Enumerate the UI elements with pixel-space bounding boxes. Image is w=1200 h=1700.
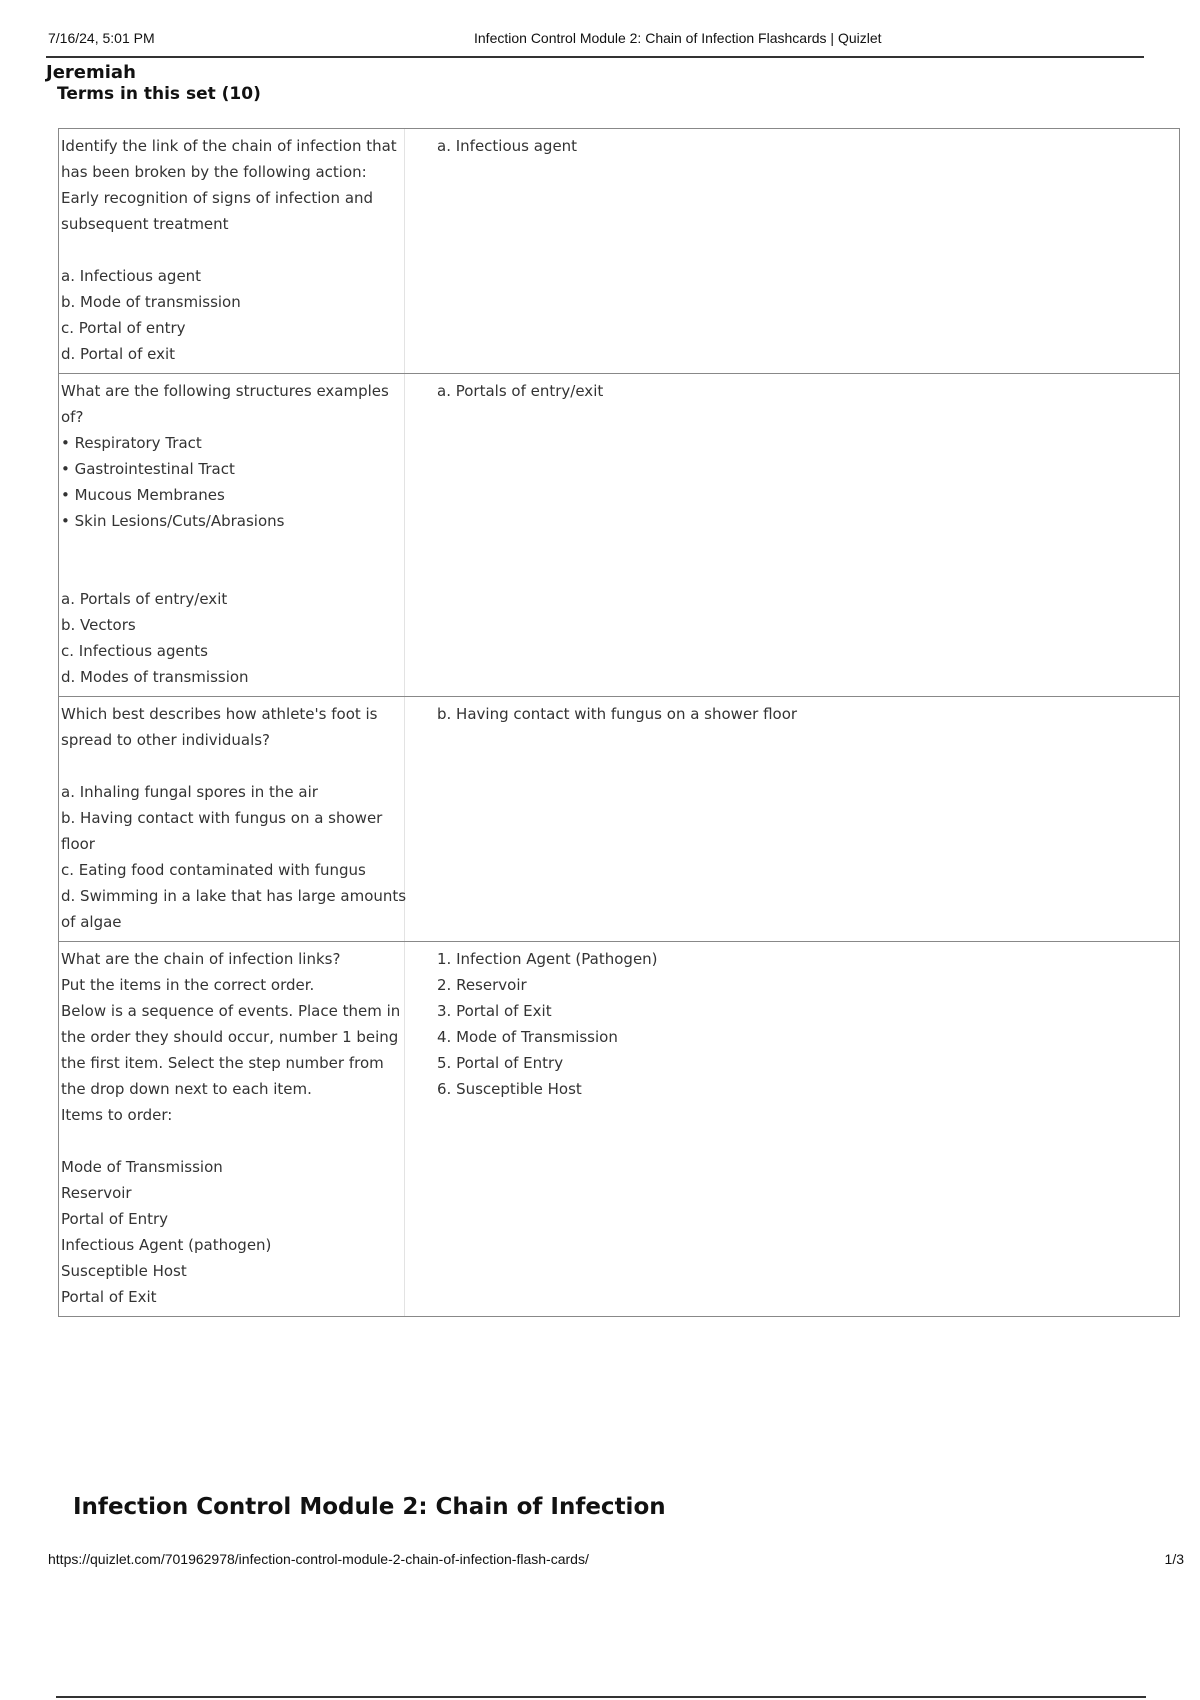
term-line: [61, 534, 404, 560]
term-line: has been broken by the following action:: [61, 163, 367, 181]
term-line: • Skin Lesions/Cuts/Abrasions: [61, 512, 285, 530]
flashcard-definition: [405, 374, 1179, 696]
term-line: Portal of Exit: [61, 1288, 157, 1306]
flashcard-row: [59, 697, 1179, 942]
term-line: [61, 753, 404, 779]
term-line: Items to order:: [61, 1106, 173, 1124]
term-line: • Respiratory Tract: [61, 434, 202, 452]
footer-url: https://quizlet.com/701962978/infection-control-module-2-chain-of-infection-flash-cards/: [48, 1551, 589, 1567]
term-line: Susceptible Host: [61, 1262, 187, 1280]
term-line: Which best describes how athlete's foot is: [61, 705, 378, 723]
term-line: subsequent treatment: [61, 215, 229, 233]
flashcard-term: [59, 942, 405, 1316]
flashcard-term: [59, 129, 405, 373]
term-line: d. Swimming in a lake that has large amounts: [61, 887, 407, 905]
term-line: Infectious Agent (pathogen): [61, 1236, 272, 1254]
term-line: the order they should occur, number 1 being: [61, 1028, 399, 1046]
term-line: d. Portal of exit: [61, 345, 176, 363]
definition-line: 2. Reservoir: [437, 976, 527, 994]
set-title: Infection Control Module 2: Chain of Infection: [73, 1494, 666, 1520]
term-line: floor: [61, 835, 95, 853]
term-line: [61, 1128, 404, 1154]
term-line: c. Eating food contaminated with fungus: [61, 861, 366, 879]
definition-line: a. Portals of entry/exit: [437, 382, 604, 400]
flashcard-term: [59, 374, 405, 696]
term-line: c. Portal of entry: [61, 319, 186, 337]
term-line: Put the items in the correct order.: [61, 976, 315, 994]
term-line: the drop down next to each item.: [61, 1080, 312, 1098]
term-line: Portal of Entry: [61, 1210, 168, 1228]
term-line: a. Portals of entry/exit: [61, 590, 228, 608]
term-line: • Gastrointestinal Tract: [61, 460, 235, 478]
set-owner: Jeremiah: [46, 62, 136, 83]
page-header-title: Infection Control Module 2: Chain of Infection Flashcards | Quizlet: [474, 30, 882, 46]
term-line: [61, 237, 404, 263]
flashcard-definition: [405, 942, 1179, 1316]
term-line: What are the chain of infection links?: [61, 950, 341, 968]
term-line: Reservoir: [61, 1184, 132, 1202]
term-line: spread to other individuals?: [61, 731, 271, 749]
term-line: What are the following structures examples: [61, 382, 389, 400]
definition-line: 1. Infection Agent (Pathogen): [437, 950, 658, 968]
term-line: Mode of Transmission: [61, 1158, 223, 1176]
term-line: b. Mode of transmission: [61, 293, 241, 311]
definition-line: 6. Susceptible Host: [437, 1080, 582, 1098]
definition-line: 3. Portal of Exit: [437, 1002, 552, 1020]
definition-line: 4. Mode of Transmission: [437, 1028, 618, 1046]
flashcard-definition: [405, 129, 1179, 373]
terms-count-heading: Terms in this set (10): [57, 84, 261, 104]
term-line: c. Infectious agents: [61, 642, 208, 660]
term-line: a. Infectious agent: [61, 267, 202, 285]
term-line: Below is a sequence of events. Place them in: [61, 1002, 401, 1020]
flashcard-row: [59, 374, 1179, 697]
term-line: b. Vectors: [61, 616, 136, 634]
flashcard-row: [59, 129, 1179, 374]
flashcard-term: [59, 697, 405, 941]
bottom-divider: [56, 1696, 1146, 1698]
term-line: of?: [61, 408, 84, 426]
term-line: the first item. Select the step number from: [61, 1054, 384, 1072]
flashcard-row: [59, 942, 1179, 1317]
header-divider: [46, 56, 1144, 58]
page-number: 1/3: [1164, 1551, 1184, 1567]
definition-line: a. Infectious agent: [437, 137, 578, 155]
term-line: b. Having contact with fungus on a shower: [61, 809, 383, 827]
term-line: a. Inhaling fungal spores in the air: [61, 783, 318, 801]
flashcard-definition: [405, 697, 1179, 941]
term-line: Identify the link of the chain of infection that: [61, 137, 397, 155]
print-date: 7/16/24, 5:01 PM: [48, 30, 155, 46]
term-line: of algae: [61, 913, 122, 931]
term-line: d. Modes of transmission: [61, 668, 249, 686]
term-line: [61, 560, 404, 586]
term-line: • Mucous Membranes: [61, 486, 225, 504]
flashcard-table: [58, 128, 1180, 1317]
term-line: Early recognition of signs of infection and: [61, 189, 374, 207]
definition-line: b. Having contact with fungus on a shower floor: [437, 705, 798, 723]
definition-line: 5. Portal of Entry: [437, 1054, 564, 1072]
